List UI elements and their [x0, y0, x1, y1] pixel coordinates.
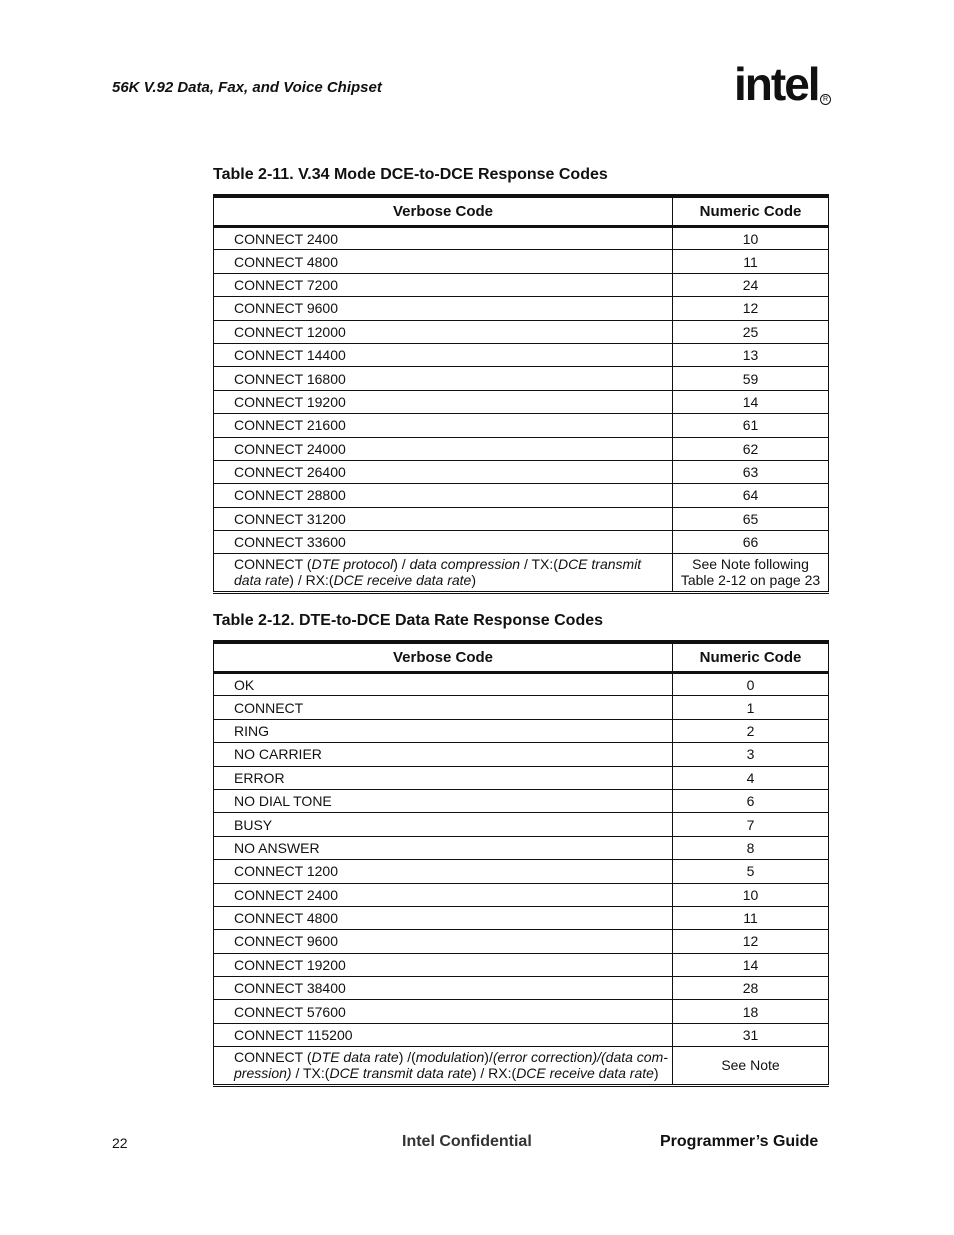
- numeric-cell: 12: [673, 930, 829, 953]
- verbose-cell: CONNECT 21600: [214, 414, 673, 437]
- table-row: [214, 743, 829, 766]
- table-row: [214, 696, 829, 719]
- numeric-cell: 62: [673, 437, 829, 460]
- table-row: [214, 1047, 829, 1086]
- table-row: [214, 977, 829, 1000]
- verbose-cell: NO CARRIER: [214, 743, 673, 766]
- verbose-cell: CONNECT 24000: [214, 437, 673, 460]
- table-row: [214, 320, 829, 343]
- verbose-cell: CONNECT 2400: [214, 227, 673, 250]
- table-row: [214, 367, 829, 390]
- table1: [213, 194, 829, 594]
- verbose-cell: CONNECT 12000: [214, 320, 673, 343]
- table1-caption: Table 2-11. V.34 Mode DCE-to-DCE Response Codes: [213, 166, 608, 183]
- verbose-cell: RING: [214, 719, 673, 742]
- numeric-cell: 13: [673, 343, 829, 366]
- verbose-cell: ERROR: [214, 766, 673, 789]
- numeric-cell: 61: [673, 414, 829, 437]
- logo-wordmark: intel: [734, 58, 819, 110]
- numeric-cell: 3: [673, 743, 829, 766]
- table-row: [214, 414, 829, 437]
- verbose-cell: CONNECT 19200: [214, 953, 673, 976]
- registered-mark-icon: R: [820, 94, 831, 105]
- table-row: [214, 789, 829, 812]
- table-row: [214, 554, 829, 593]
- verbose-cell: CONNECT 28800: [214, 484, 673, 507]
- numeric-cell: 7: [673, 813, 829, 836]
- table-row: [214, 297, 829, 320]
- verbose-cell: CONNECT 33600: [214, 531, 673, 554]
- numeric-cell: 10: [673, 883, 829, 906]
- table2-header-verbose: Verbose Code: [214, 642, 673, 673]
- verbose-cell: CONNECT 7200: [214, 273, 673, 296]
- table1-header-numeric: Numeric Code: [673, 196, 829, 227]
- verbose-cell: BUSY: [214, 813, 673, 836]
- table-row: [214, 484, 829, 507]
- table2-caption: Table 2-12. DTE-to-DCE Data Rate Response Codes: [213, 612, 604, 629]
- table-row: [214, 531, 829, 554]
- verbose-cell: CONNECT 26400: [214, 460, 673, 483]
- table-row: [214, 930, 829, 953]
- numeric-cell: 59: [673, 367, 829, 390]
- numeric-cell: 11: [673, 906, 829, 929]
- table-row: [214, 836, 829, 859]
- numeric-cell: 66: [673, 531, 829, 554]
- numeric-cell: 2: [673, 719, 829, 742]
- verbose-cell: CONNECT 38400: [214, 977, 673, 1000]
- verbose-cell: NO ANSWER: [214, 836, 673, 859]
- numeric-cell: 11: [673, 250, 829, 273]
- table-row: [214, 250, 829, 273]
- numeric-cell: See Note following Table 2-12 on page 23: [673, 554, 829, 593]
- table-row: [214, 390, 829, 413]
- table-row: [214, 953, 829, 976]
- intel-logo: [734, 58, 834, 120]
- numeric-cell: 14: [673, 390, 829, 413]
- verbose-cell: CONNECT: [214, 696, 673, 719]
- numeric-cell: 10: [673, 227, 829, 250]
- table2: [213, 640, 829, 1087]
- verbose-cell: CONNECT 14400: [214, 343, 673, 366]
- verbose-cell: CONNECT 115200: [214, 1023, 673, 1046]
- table-row: [214, 860, 829, 883]
- table-row: [214, 766, 829, 789]
- numeric-cell: 14: [673, 953, 829, 976]
- numeric-cell: 0: [673, 673, 829, 696]
- footer-confidential: Intel Confidential: [402, 1133, 532, 1150]
- table-row: [214, 673, 829, 696]
- numeric-cell: 31: [673, 1023, 829, 1046]
- table-row: [214, 1023, 829, 1046]
- numeric-cell: 1: [673, 696, 829, 719]
- verbose-cell: CONNECT 16800: [214, 367, 673, 390]
- table-row: [214, 813, 829, 836]
- table-row: [214, 1000, 829, 1023]
- verbose-cell: CONNECT (DTE data rate) /(modulation)/(error correction)/(data com-pression) / TX:(DCE transmit data rate) / RX:(DCE receive data rate): [214, 1047, 673, 1086]
- verbose-cell: OK: [214, 673, 673, 696]
- page-number: 22: [112, 1135, 128, 1151]
- verbose-cell: CONNECT 9600: [214, 297, 673, 320]
- verbose-cell: CONNECT 19200: [214, 390, 673, 413]
- verbose-cell: CONNECT 1200: [214, 860, 673, 883]
- numeric-cell: 65: [673, 507, 829, 530]
- table1-header-verbose: Verbose Code: [214, 196, 673, 227]
- verbose-cell: NO DIAL TONE: [214, 789, 673, 812]
- numeric-cell: See Note: [673, 1047, 829, 1086]
- numeric-cell: 64: [673, 484, 829, 507]
- document-header-title: 56K V.92 Data, Fax, and Voice Chipset: [112, 79, 382, 96]
- verbose-cell: CONNECT (DTE protocol) / data compression / TX:(DCE transmit data rate) / RX:(DCE receive data rate): [214, 554, 673, 593]
- table-row: [214, 437, 829, 460]
- verbose-cell: CONNECT 31200: [214, 507, 673, 530]
- verbose-cell: CONNECT 57600: [214, 1000, 673, 1023]
- verbose-cell: CONNECT 2400: [214, 883, 673, 906]
- table-row: [214, 227, 829, 250]
- footer-guide-title: Programmer’s Guide: [660, 1133, 819, 1150]
- table-row: [214, 460, 829, 483]
- table-row: [214, 883, 829, 906]
- numeric-cell: 12: [673, 297, 829, 320]
- numeric-cell: 4: [673, 766, 829, 789]
- numeric-cell: 8: [673, 836, 829, 859]
- table-row: [214, 273, 829, 296]
- numeric-cell: 28: [673, 977, 829, 1000]
- verbose-cell: CONNECT 4800: [214, 906, 673, 929]
- numeric-cell: 63: [673, 460, 829, 483]
- numeric-cell: 24: [673, 273, 829, 296]
- table-row: [214, 507, 829, 530]
- table-row: [214, 719, 829, 742]
- numeric-cell: 25: [673, 320, 829, 343]
- table-row: [214, 343, 829, 366]
- numeric-cell: 18: [673, 1000, 829, 1023]
- table-row: [214, 906, 829, 929]
- numeric-cell: 5: [673, 860, 829, 883]
- verbose-cell: CONNECT 9600: [214, 930, 673, 953]
- verbose-cell: CONNECT 4800: [214, 250, 673, 273]
- table2-header-numeric: Numeric Code: [673, 642, 829, 673]
- numeric-cell: 6: [673, 789, 829, 812]
